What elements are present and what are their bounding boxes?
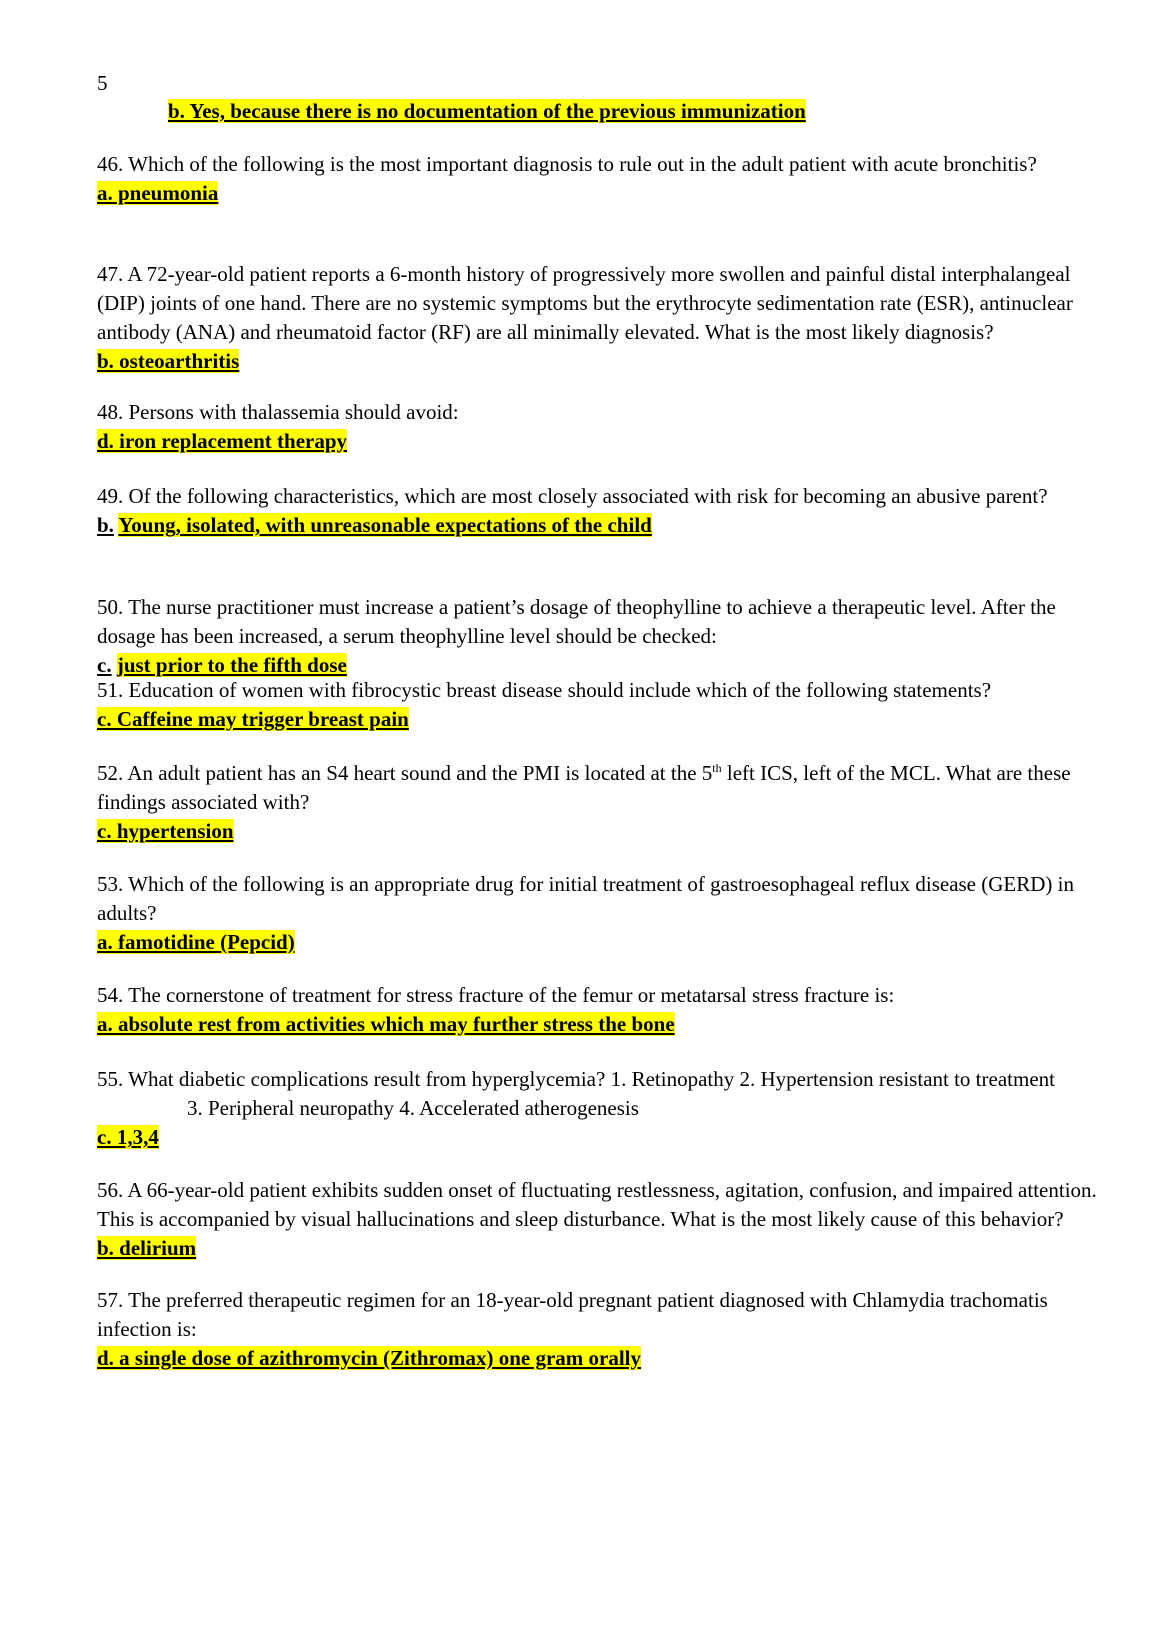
question-text: 57. The preferred therapeutic regimen for an 18-year-old pregnant patient diagnosed with Chlamydia trachomatis infection is: [97,1288,1048,1341]
question-text: 54. The cornerstone of treatment for stress fracture of the femur or metatarsal stress fracture is: [97,983,895,1007]
question-55 [97,1065,1097,1152]
question-50 [97,593,1097,680]
answer: b. Young, isolated, with unreasonable expectations of the child [97,513,652,537]
question-text: 48. Persons with thalassemia should avoid: [97,400,459,424]
question-53 [97,870,1097,957]
question-46 [97,150,1097,208]
question-51 [97,676,1147,734]
answer: d. iron replacement therapy [97,429,348,453]
question-54 [97,981,1097,1039]
question-text: 56. A 66-year-old patient exhibits sudden onset of fluctuating restlessness, agitation, confusion, and impaired attention. This is accompanied by visual hallucinations and sleep disturbance. What is the most likely cause of this behavior? [97,1178,1097,1231]
answer: a. famotidine (Pepcid) [97,930,295,954]
answer: a. pneumonia [97,181,219,205]
answer-45: b. Yes, because there is no documentation of the previous immunization [168,99,806,123]
question-56 [97,1176,1097,1263]
answer: c. 1,3,4 [97,1125,159,1149]
answer: c. Caffeine may trigger breast pain [97,707,409,731]
question-49 [97,482,1097,540]
answer: d. a single dose of azithromycin (Zithromax) one gram orally [97,1346,642,1370]
question-text: 46. Which of the following is the most important diagnosis to rule out in the adult patient with acute bronchitis? [97,152,1037,176]
question-text: 51. Education of women with fibrocystic breast disease should include which of the following statements? [97,678,992,702]
question-57 [97,1286,1097,1373]
answer: b. delirium [97,1236,197,1260]
question-text: 49. Of the following characteristics, which are most closely associated with risk for becoming an abusive parent? [97,484,1048,508]
question-text: 52. An adult patient has an S4 heart sound and the PMI is located at the 5th left ICS, left of the MCL. What are these findings associated with? [97,761,1071,814]
answer: b. osteoarthritis [97,349,240,373]
question-text: 47. A 72-year-old patient reports a 6-month history of progressively more swollen and painful distal interphalangeal (DIP) joints of one hand. There are no systemic symptoms but the erythrocyte sedimentation rate (ESR), antinuclear antibody (ANA) and rheumatoid factor (RF) are all minimally elevated. What is the most likely diagnosis? [97,262,1073,344]
question-text: 55. What diabetic complications result from hyperglycemia? 1. Retinopathy 2. Hypertension resistant to treatment3. Peripheral neuropathy 4. Accelerated atherogenesis [97,1067,1055,1120]
answer: c. just prior to the fifth dose [97,653,347,677]
answer: c. hypertension [97,819,234,843]
answer: a. absolute rest from activities which may further stress the bone [97,1012,675,1036]
page-number: 5 [97,71,108,95]
question-text: 53. Which of the following is an appropriate drug for initial treatment of gastroesophageal reflux disease (GERD) in adults? [97,872,1074,925]
question-48 [97,398,1097,456]
question-text: 50. The nurse practitioner must increase a patient’s dosage of theophylline to achieve a therapeutic level. After the dosage has been increased, a serum theophylline level should be checked: [97,595,1056,648]
question-47 [97,260,1097,376]
question-52 [97,759,1097,846]
